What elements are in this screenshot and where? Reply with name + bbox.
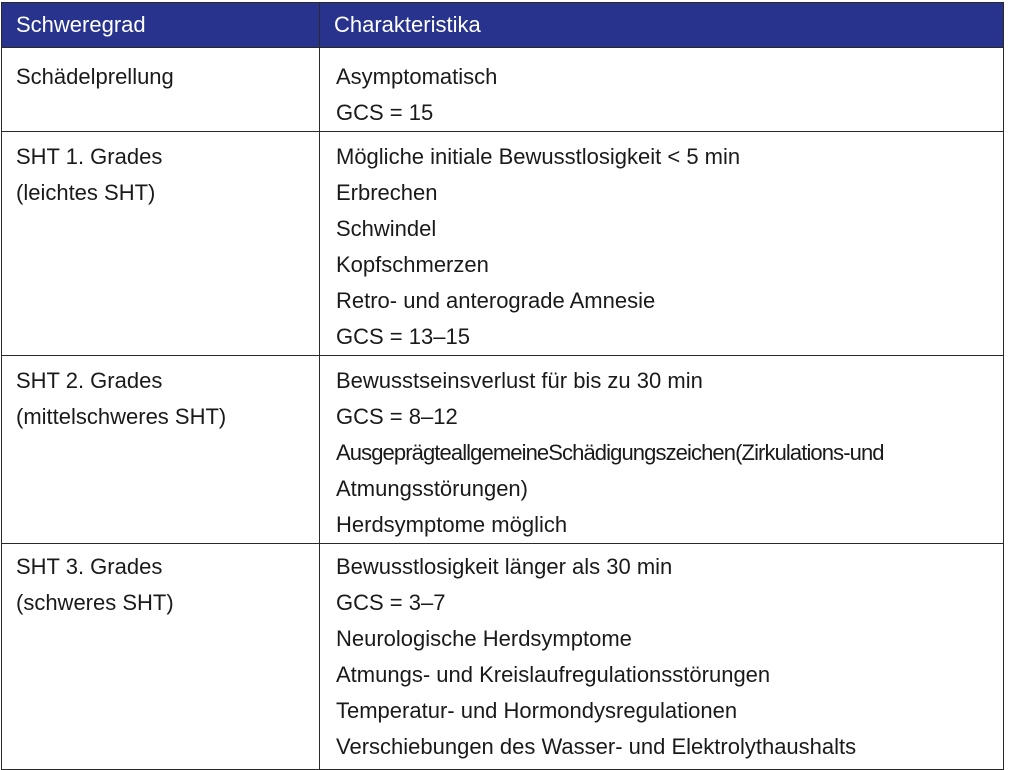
header-severity: Schweregrad: [2, 3, 320, 48]
characteristic-item: Kopfschmerzen: [336, 252, 489, 277]
characteristics-cell: [320, 356, 1004, 544]
grade-line: SHT 1. Grades: [16, 144, 163, 169]
grade-subline: (schweres SHT): [16, 590, 174, 615]
grade-subline: (leichtes SHT): [16, 180, 156, 205]
characteristics-cell: [320, 132, 1004, 356]
characteristic-item: GCS = 13–15: [336, 324, 470, 349]
characteristic-item: Neurologische Herdsymptome: [336, 626, 632, 651]
characteristic-item: Verschiebungen des Wasser- und Elektrolythaushalts: [336, 734, 857, 759]
grade-cell: [2, 48, 320, 132]
table-row: [2, 132, 1004, 356]
grade-cell: [2, 356, 320, 544]
header-row: [2, 3, 1004, 48]
characteristic-item: Erbrechen: [336, 180, 438, 205]
table-row: [2, 544, 1004, 770]
grade-cell: [2, 544, 320, 770]
grade-cell: [2, 132, 320, 356]
grade-line: SHT 2. Grades: [16, 368, 163, 393]
characteristics-cell: [320, 48, 1004, 132]
characteristic-item: Bewusstseinsverlust für bis zu 30 min: [336, 368, 703, 393]
table-body: [2, 48, 1004, 770]
characteristic-item: Atmungsstörungen): [336, 476, 528, 501]
characteristic-item: AusgeprägteallgemeineSchädigungszeichen(Zirkulations-und: [336, 440, 884, 465]
severity-table: [1, 2, 1004, 770]
table-row: [2, 356, 1004, 544]
characteristics-cell: [320, 544, 1004, 770]
grade-subline: (mittelschweres SHT): [16, 404, 227, 429]
table-header: [2, 3, 1004, 48]
characteristic-item: Bewusstlosigkeit länger als 30 min: [336, 554, 673, 579]
characteristic-item: GCS = 15: [336, 100, 434, 125]
header-characteristics: Charakteristika: [320, 3, 1004, 48]
characteristic-item: Mögliche initiale Bewusstlosigkeit < 5 min: [336, 144, 741, 169]
characteristic-item: Temperatur- und Hormondysregulationen: [336, 698, 738, 723]
characteristic-item: GCS = 3–7: [336, 590, 446, 615]
characteristic-item: Schwindel: [336, 216, 437, 241]
characteristic-item: Herdsymptome möglich: [336, 512, 568, 537]
characteristic-item: Retro- und anterograde Amnesie: [336, 288, 656, 313]
characteristic-item: Atmungs- und Kreislaufregulationsstörungen: [336, 662, 771, 687]
grade-line: Schädelprellung: [16, 64, 174, 89]
grade-line: SHT 3. Grades: [16, 554, 163, 579]
table-row: [2, 48, 1004, 132]
characteristic-item: GCS = 8–12: [336, 404, 458, 429]
characteristic-item: Asymptomatisch: [336, 64, 498, 89]
